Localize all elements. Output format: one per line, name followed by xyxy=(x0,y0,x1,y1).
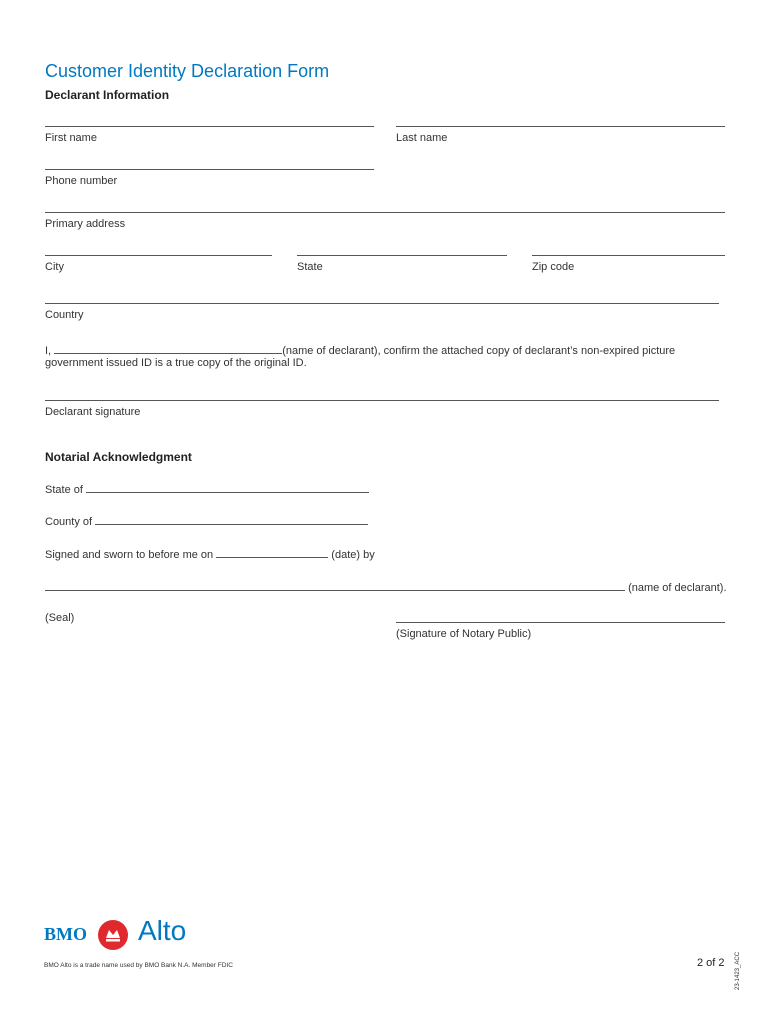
seal-label: (Seal) xyxy=(45,612,75,624)
county-of-blank[interactable] xyxy=(95,513,368,525)
first-name-line[interactable] xyxy=(45,126,374,127)
statement-suffix: (name of declarant), confirm the attached copy of declarant’s non-expired picture xyxy=(282,345,676,357)
date-by-label: (date) by xyxy=(331,549,375,561)
form-code: 23-1423_ACC xyxy=(735,951,741,990)
phone-label: Phone number xyxy=(45,175,118,187)
country-line[interactable] xyxy=(45,303,719,304)
declarant-signature-label: Declarant signature xyxy=(45,406,141,418)
signed-sworn-row xyxy=(45,546,375,561)
signed-sworn-label: Signed and sworn to before me on xyxy=(45,549,214,561)
zip-label: Zip code xyxy=(532,261,575,273)
name-of-declarant-label: (name of declarant). xyxy=(628,582,727,594)
date-blank[interactable] xyxy=(216,546,328,558)
notary-declarant-name-blank[interactable] xyxy=(45,579,625,591)
state-line[interactable] xyxy=(297,255,507,256)
city-line[interactable] xyxy=(45,255,272,256)
zip-line[interactable] xyxy=(532,255,725,256)
notary-signature-line[interactable] xyxy=(396,622,725,623)
state-of-row xyxy=(45,481,369,496)
declaration-statement xyxy=(45,342,675,357)
declarant-name-row xyxy=(45,579,727,594)
page-number: 2 of 2 xyxy=(697,957,725,969)
statement-prefix: I, xyxy=(45,345,52,357)
form-title: Customer Identity Declaration Form xyxy=(45,61,330,81)
address-label: Primary address xyxy=(45,218,126,230)
last-name-line[interactable] xyxy=(396,126,725,127)
last-name-label: Last name xyxy=(396,132,448,144)
declarant-section-heading: Declarant Information xyxy=(45,88,170,102)
county-of-label: County of xyxy=(45,516,93,528)
footer-disclaimer: BMO Alto is a trade name used by BMO Bank N.A. Member FDIC xyxy=(44,962,233,969)
notary-section-heading: Notarial Acknowledgment xyxy=(45,450,192,464)
country-label: Country xyxy=(45,309,84,321)
declarant-name-blank[interactable] xyxy=(54,342,282,354)
bmo-roundel-icon xyxy=(98,920,128,950)
declarant-signature-line[interactable] xyxy=(45,400,719,401)
state-of-label: State of xyxy=(45,484,83,496)
phone-line[interactable] xyxy=(45,169,374,170)
address-line[interactable] xyxy=(45,212,725,213)
county-of-row xyxy=(45,513,368,528)
statement-line-2: government issued ID is a true copy of the original ID. xyxy=(45,357,307,369)
first-name-label: First name xyxy=(45,132,97,144)
bmo-m-icon xyxy=(98,920,128,950)
state-of-blank[interactable] xyxy=(86,481,369,493)
notary-signature-label: (Signature of Notary Public) xyxy=(396,628,532,640)
state-label: State xyxy=(297,261,323,273)
city-label: City xyxy=(45,261,64,273)
bmo-logo-text: BMO xyxy=(44,924,87,944)
alto-logo-text: Alto xyxy=(138,915,187,946)
